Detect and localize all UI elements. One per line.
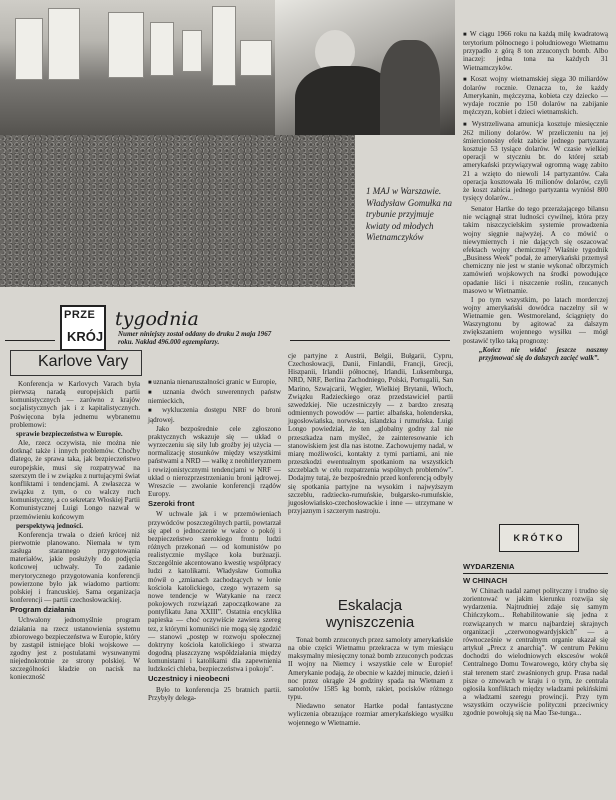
headline-karlove-vary: Karlove Vary xyxy=(38,353,129,370)
heading-uczestnicy: Uczestnicy i nieobecni xyxy=(148,674,230,684)
mid-para-1: Jako bezpośrednie cele zgłoszono praktycznych wskazuje się — układ o wyrzeczeniu się siły lub groźby jej użycia — normalizację stosunków między wszystkimi państwami a NRD — walkę z neohitleryzmem i rewizjonistycznymi tendencjami w NRF — układ o nierozprzestrzenianiu broni jądrowej. Wreszcie — zwołanie konferencji rządów Europy. xyxy=(148,424,281,499)
right-bullet-1: ■ W ciągu 1966 roku na każdą milę kwadratową terytorium północnego i południowego Wietnamu przypadło z górą 8 ton zrzuconych bomb. Albo inaczej: jedna tona na każdych 31 Wietnamczyków. xyxy=(463,30,608,72)
heading-w-chinach: W CHINACH xyxy=(463,576,508,585)
section-logo: PRZE KRÓJ xyxy=(60,305,106,351)
right-para-1: Senator Hartke do tego przerażającego bilansu nie wciągnął strat ludności cywilnej, która przy takim niszczycielskim systemie prowadzenia wojny sięgnie najwyżej. A co mówić o niewymiernych i nie dających się oszacować efektach wojny chemicznej? Właśnie tygodnik „Business Week” podał, że amerykański przemysł chemiczny nie jest w stanie wykonać olbrzymich zamówień wojskowych na środki powodujące opadanie liści i niszczenie roślin, rzucanych masowo w Wietnamie. xyxy=(463,205,608,295)
column-3 xyxy=(288,352,453,516)
kv-para-2: Ale, rzecz oczywista, nie można nie dotknąć także i innych problemów. Choćby dlatego, że sprawa taka, jak bezpieczeństwo europejskie, musi się rozpatrywać na szerszym tle i w związku z nurtującymi świat konfliktami i tendencjami. A zwłaszcza w związku z tym, o co walczy ruch komunistyczny, a co sekretarz Włoskiej Partii Komunistycznej Luigi Longo nazwał w przemówieniu końcowym xyxy=(10,439,140,521)
mid-para-3: Było to konferencja 25 bratnich partii. Przybyły delega- xyxy=(148,685,281,702)
right-column xyxy=(463,30,608,363)
photo-caption: 1 MAJ w Warszawie. Władysław Gomułka na trybunie przyjmuje kwiaty od młodych Wietnamczyków xyxy=(366,186,452,242)
mid-bullet-2: ■ uznania dwóch suwerennych państw niemieckich, xyxy=(148,388,281,405)
mid-para-2: W uchwale jak i w przemówieniach przywódców poszczególnych partii, powtarzał się apel o jednoczenie w walce o pokój i bezpieczeństwo szerokiego frontu ludzi różnych przekonań — od komunistów po realistycznie myślące koła burżuazji. Szczególnie akcentowano kwestię współpracy ludzi z katolikami. Władysław Gomułka mówił o „zmianach zachodzących w łonie kościoła katolickiego, czego wyrazem są nowe tendencje w Watykanie na rzecz pokojowych rozwiązań zapoczątkowane za pontyfikatu Jana XXIII”. Ostatnia encyklika papieska — choć oczywiście zawiera szereg tez, z którymi komuniści nie mogą się zgodzić — stanowi „postęp w rozwoju społecznej doktryny kościoła katolickiego i stwarza dogodną płaszczyznę współdziałania między komunistami i katolikami dla zapewnienia ludzkości chleba, bezpieczeństwa i pokoju”. xyxy=(148,510,281,674)
krotko-box xyxy=(499,524,579,552)
heading-szeroki-front: Szeroki front xyxy=(148,499,195,509)
kv-para-1: Konferencja w Karlovych Varach była pierwszą naradą europejskich partii komunistycznych — zarówno z krajów socjalistycznych jak i z kapitalistycznych. Poświęcona była jednemu wybranemu problemowi: xyxy=(10,380,140,429)
krotko-label: KRÓTKO xyxy=(513,533,565,543)
divider xyxy=(5,340,55,341)
heading-program: Program działania xyxy=(10,605,76,615)
right-bullet-3: ■ Wystrzeliwana amunicja kosztuje miesięcznie 262 miliony dolarów. W przeliczeniu na jej śmiercionośny efekt zabicie jednego partyzanta kosztuje 53 tysiące dolarów. W czasie wielkiej operacji w styczniu br. do której sztab amerykański przywiązywał ogromną wagę zabito 21 a wzięto do niewoli 14 partyzantów. Cała operacja kosztowała 16 milionów dolarów, czyli że koszt zabicia jednego partyzanta wyniósł 800 tysięcy dolarów... xyxy=(463,120,608,203)
mid-bullet-1: ■ uznania nienaruszalności granic w Europie, xyxy=(148,378,281,387)
photo-warsaw-skyline xyxy=(0,0,275,135)
column-1 xyxy=(10,380,140,683)
photo-crowd xyxy=(0,135,355,287)
divider xyxy=(463,573,608,574)
right-para-3: W Chinach nadal zamęt polityczny i trudno się zorientować w jakim kierunku rozwija się wydarzenia. Najtrudniej zdaje się samym Chińczykom... Rehabilitowanie się jedna z rozwiązanych w marcu najbardziej skrajnych organizacji „czerwonogwardyjskich” — a równocześnie w centralnym organie ukazał się artykuł „Precz z anarchią”. W centrum Pekinu dochodzi do wielodniowych ekscesów wokół Centralnego Domu Towarowego, który chyba się stał terenem starć zwaśnionych grup. Prasa nadal pisze o zmowach w kraju i o tym, że centrala ogłosiła konfliktach między władzami pekińskimi a władzami szeregu prowincji. Przy tym wszystkim oczywiście polityczni przeciwnicy zgodnie powołują się na Mao Tse-tunga... xyxy=(463,587,608,718)
krotko-column xyxy=(463,560,608,719)
right-para-2: I po tym wszystkim, po latach morderczej wojny amerykański dowódca naczelny sił w Wietnamie gen. Westmoreland, ściągnięty do Waszyngtonu by agitować za dalszym zwiększaniem wojennego wysiłku — mógł postawić tylko taką prognozę: xyxy=(463,295,608,345)
section-title: tygodnia xyxy=(115,308,199,330)
mid-bullet-3: ■ wykluczenia dostępu NRF do broni jądrowej. xyxy=(148,406,281,423)
right-bullet-2: ■ Koszt wojny wietnamskiej sięga 30 miliardów dolarów rocznie. Oznacza to, że każdy Amerykanin, mężczyzna, kobieta czy dziecko — wydaje rocznie po 150 dolarów na zabijanie mężczyzn, kobiet i dzieci wietnamskich. xyxy=(463,75,608,117)
column-2 xyxy=(148,378,281,703)
divider xyxy=(290,340,450,341)
issue-note: Numer niniejszy został oddany do druku 2 maja 1967 roku. Nakład 496.000 egzemplarzy. xyxy=(118,330,272,347)
c3-para-1: cje partyjne z Austrii, Belgii, Bułgarii, Cypru, Czechosłowacji, Danii, Finlandii, Francji, Grecji, Hiszpanii, Irlandii północnej, Irlandii, Luksemburga, NRD, NRF, Berlina Zachodniego, Polski, Portugalii, San Marino, Szwajcarii, Węgier, Wielkiej Brytanii, Włoch, Związku Radzieckiego oraz przedstawiciel partii szwedzkiej. Nie uczestniczyły — z bardzo zresztą odmiennych powodów — partie: albańska, holenderska, jugosłowiańska, norweska, islandzka i rumuńska. Luigi Longo powiedział, że ten „globalny godny żal nie przeszkadza nam myśleć, że zainteresowanie ich stanowiskiem jest dla nas istotne. Zachowujemy nadal, w miarę możliwości, kontakty z tymi partiami, ani nie przeszkodzi ewentualnym spotkaniom na wszystkich szczeblach w celu rozpatrzenia wspólnych problemów”. Dodajmy tutaj, że bezpośrednio przed konferencją odbyły się spotkania partyjne na wysokim i najwyższym szczeblu, radziecko-rumuńskie, bułgarsko-rumuńskie, jugosłowiańsko-czechosłowackie i inne — utrzymane w przyjaznym i szczerym nastroju. xyxy=(288,352,453,515)
kv-para-3: Konferencja trwała o dzień krócej niż pierwotnie planowano. Niemała w tym zasługa starannego przygotowania materiałów, jakie posłużyły do podjęcia końcowej uchwały. To zadanie merytorycznego przygotowania konferencji powierzone było jak wiadomo partiom: polskiej i francuskiej. Sama organizacja konferencji — partii czechosłowackiej. xyxy=(10,530,140,605)
right-quote: „Kończ nie widać jeszcze naszmy przyjmować się do dalszych zacięć walk”. xyxy=(479,345,608,362)
kv-quote-1: sprawie bezpieczeństwa w Europie. xyxy=(16,429,123,438)
c3-para-3: Niedawno senator Hartke podał fantastyczne wyliczenia obrazujące rozmiar amerykańskiego wysiłku wojennego w Wietnamie. xyxy=(288,702,453,727)
c3-para-2: Tonaż bomb zrzuconych przez samoloty amerykańskie na obie części Wietnamu przekracza w tym miesiącu maksymalny miesięczny tonaż bomb zrzuconych podczas II wojny na Niemcy i wszystkie cele w Europie! Amerykanie podają, że obecnie w każdej minucie, dzień i noc przez okrągłe 24 godziny spada na Wietnam z samolotów 1585 kg bomb, rakiet, pocisków różnego typu. xyxy=(288,636,453,702)
kv-quote-2: perspektywą jedności. xyxy=(16,521,83,530)
photo-gomulka-tribune xyxy=(275,0,455,135)
kv-para-4: Uchwalony jednomyślnie program działania na rzecz ustanowienia systemu zbiorowego bezpieczeństwa w Europie, który by zastąpił istniejące bloki wojskowe — zgodny jest z postulatami wysuwanymi niejednokrotnie ze strony polskiej. W szczególności kładzie on nacisk na konieczność xyxy=(10,616,140,682)
heading-wydarzenia: WYDARZENIA xyxy=(463,562,515,571)
column-3-lower xyxy=(288,636,453,728)
headline-eskalacja: Eskalacja wyniszczenia xyxy=(325,597,415,631)
